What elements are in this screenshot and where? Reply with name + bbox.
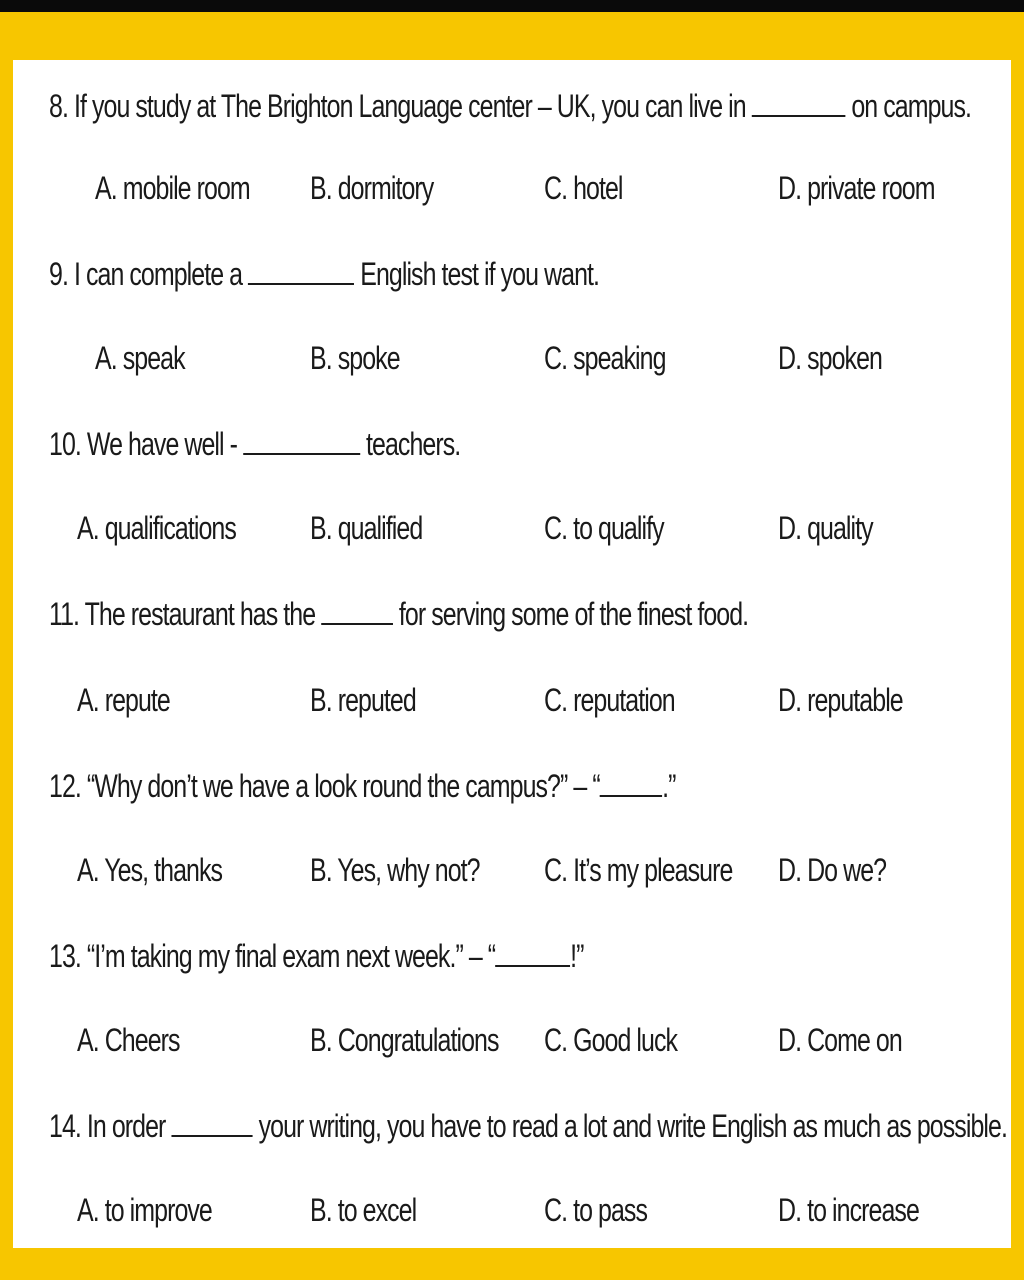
question-stem-before: In order	[86, 1108, 166, 1144]
question-stem-after: English test if you want.	[360, 256, 600, 292]
option-14a: A. to improve	[77, 1192, 212, 1228]
option-8b: B. dormitory	[310, 170, 434, 206]
option-10b: B. qualified	[310, 510, 423, 546]
option-13d: D. Come on	[778, 1022, 902, 1058]
question-stem-after: .”	[662, 768, 676, 804]
answer-blank	[321, 597, 393, 625]
question-11	[49, 594, 748, 634]
option-11d: D. reputable	[778, 682, 903, 718]
option-10c: C. to qualify	[544, 510, 664, 546]
question-stem-after: teachers.	[366, 426, 461, 462]
question-stem-before: We have well -	[86, 426, 238, 462]
answer-blank	[243, 427, 360, 455]
question-stem-after: !”	[570, 938, 584, 974]
option-10a: A. qualifications	[77, 510, 236, 546]
worksheet	[13, 60, 1011, 1248]
question-10	[49, 424, 460, 464]
question-14	[49, 1106, 1007, 1146]
option-9a: A. speak	[95, 340, 185, 376]
question-stem-after: for serving some of the finest food.	[398, 596, 749, 632]
option-12a: A. Yes, thanks	[77, 852, 223, 888]
option-13c: C. Good luck	[544, 1022, 678, 1058]
option-8a: A. mobile room	[95, 170, 250, 206]
option-13b: B. Congratulations	[310, 1022, 499, 1058]
question-number: 13.	[49, 938, 81, 974]
question-stem-before: “Why don’t we have a look round the campus?” – “	[86, 768, 600, 804]
question-13	[49, 936, 583, 976]
question-stem-after: on campus.	[851, 88, 972, 124]
option-11c: C. reputation	[544, 682, 675, 718]
answer-blank	[600, 769, 662, 797]
question-9	[49, 254, 599, 294]
question-stem-before: The restaurant has the	[84, 596, 316, 632]
option-9d: D. spoken	[778, 340, 882, 376]
option-10d: D. quality	[778, 510, 873, 546]
question-number: 8.	[49, 88, 68, 124]
option-14d: D. to increase	[778, 1192, 919, 1228]
option-12d: D. Do we?	[778, 852, 887, 888]
question-number: 14.	[49, 1108, 81, 1144]
top-bar	[0, 0, 1024, 12]
question-number: 11.	[49, 596, 80, 632]
option-8c: C. hotel	[544, 170, 623, 206]
question-stem-after: your writing, you have to read a lot and write English as much as possible.	[258, 1108, 1007, 1144]
option-9c: C. speaking	[544, 340, 666, 376]
question-number: 12.	[49, 768, 81, 804]
answer-blank	[752, 89, 846, 117]
question-number: 9.	[49, 256, 68, 292]
question-number: 10.	[49, 426, 81, 462]
option-14c: C. to pass	[544, 1192, 648, 1228]
question-12	[49, 766, 675, 806]
option-12b: B. Yes, why not?	[310, 852, 480, 888]
question-8	[49, 86, 971, 126]
answer-blank	[495, 939, 570, 967]
answer-blank	[171, 1109, 252, 1137]
question-stem-before: If you study at The Brighton Language center – UK, you can live in	[73, 88, 746, 124]
question-stem-before: I can complete a	[73, 256, 243, 292]
option-12c: C. It’s my pleasure	[544, 852, 733, 888]
option-11b: B. reputed	[310, 682, 416, 718]
answer-blank	[248, 257, 354, 285]
option-8d: D. private room	[778, 170, 935, 206]
option-11a: A. repute	[77, 682, 170, 718]
option-14b: B. to excel	[310, 1192, 417, 1228]
option-13a: A. Cheers	[77, 1022, 180, 1058]
question-stem-before: “I’m taking my final exam next week.” – “	[86, 938, 496, 974]
option-9b: B. spoke	[310, 340, 400, 376]
